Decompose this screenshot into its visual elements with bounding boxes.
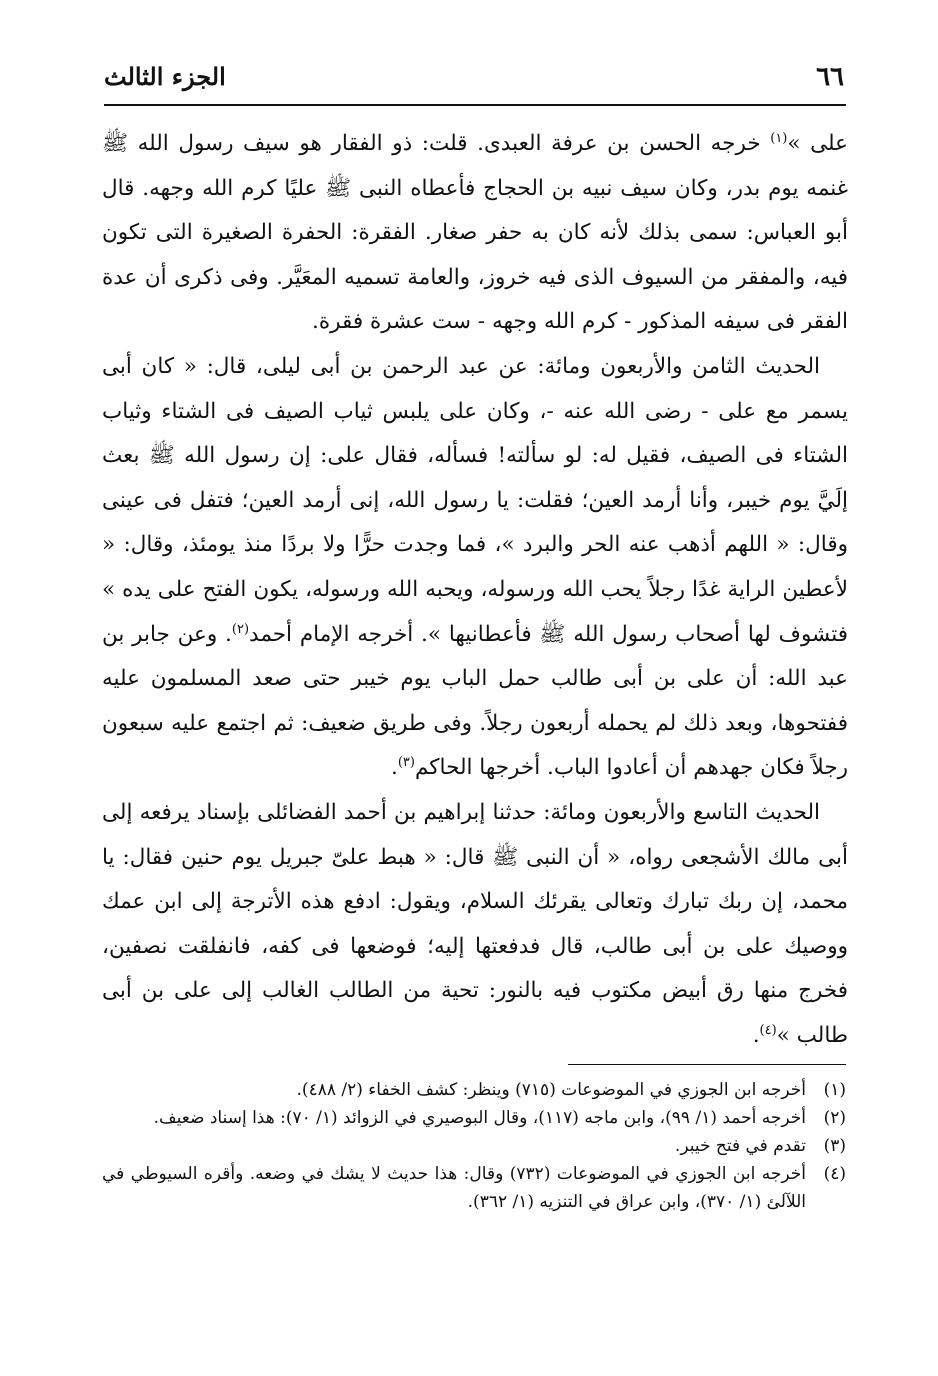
footnote-ref-2[interactable]: (٢): [231, 621, 250, 637]
header-rule: [104, 104, 846, 106]
footnote-2: [102, 1104, 846, 1132]
running-title: الجزء الثالث: [104, 62, 226, 91]
footnote-ref-4[interactable]: (٤): [759, 1022, 777, 1038]
footnote-3: [102, 1132, 846, 1160]
footnote-rule: [568, 1064, 846, 1065]
footnote-ref-3[interactable]: (٣): [397, 755, 415, 771]
page-number: ٦٦: [816, 62, 844, 92]
footnote-2-text: أخرجه أحمد (١/ ٩٩)، وابن ماجه (١١٧)، وقال البوصيري في الزوائد (١/ ٧٠): هذا إسناد ضعيف.: [153, 1108, 806, 1128]
footnote-4-number: (٤): [823, 1164, 846, 1184]
paragraph-2-text-c: .: [390, 755, 398, 781]
main-text: [102, 122, 848, 1058]
footnote-ref-1[interactable]: (١): [770, 130, 788, 146]
footnote-1: [102, 1076, 846, 1104]
footnote-4: [102, 1160, 846, 1216]
paragraph-2: [102, 345, 848, 791]
paragraph-3-text-b: .: [752, 1022, 760, 1048]
paragraph-2-text-b: . وعن جابر بن عبد الله: أن على بن أبى طالب حمل الباب يوم خيبر حتى صعد المسلمون عليه ففتحوها، وبعد ذلك لم يحمله أربعون رجلاً. وفى طريق ضعيف: ثم اجتمع عليه سبعون رجلاً فكان جهدهم أن أعادوا الباب. أخرجها الحاكم: [102, 621, 848, 781]
paragraph-1: [102, 122, 848, 345]
paragraph-2-text-a: الحديث الثامن والأربعون ومائة: عن عبد الرحمن بن أبى ليلى، قال: « كان أبى يسمر مع على - رضى الله عنه -، وكان على يلبس ثياب الصيف فى الشتاء وثياب الشتاء فى الصيف، فقيل له: لو سألته! فسأله، فقال على: إن رسول الله ﷺ بعث إلَيَّ يوم خيبر، وأنا أرمد العين؛ فقلت: يا رسول الله، إنى أرمد العين؛ فتفل فى عينى وقال: « اللهم أذهب عنه الحر والبرد »، فما وجدت حرًّا ولا بردًا منذ يومئذ، وقال: « لأعطين الراية غدًا رجلاً يحب الله ورسوله، ويحبه الله ورسوله، يكون الفتح على يده » فتشوف لها أصحاب رسول الله ﷺ فأعطانيها ». أخرجه الإمام أحمد: [102, 353, 849, 647]
paragraph-1-text-b: خرجه الحسن بن عرفة العبدى. قلت: ذو الفقار هو سيف رسول الله ﷺ غنمه يوم بدر، وكان سيف نبيه بن الحجاج فأعطاه النبى ﷺ عليًا كرم الله وجهه. قال أبو العباس: سمى بذلك لأنه كان به حفر صغار. الفقرة: الحفرة الصغيرة التى تكون فيه، والمفقر من السيوف الذى فيه خروز، والعامة تسميه المعَيَّر. وفى ذكرى أن عدة الفقر فى سيفه المذكور - كرم الله وجهه - ست عشرة فقرة.: [102, 131, 848, 335]
footnote-1-number: (١): [823, 1080, 846, 1100]
footnote-4-text: أخرجه ابن الجوزي في الموضوعات (٧٣٢) وقال: هذا حديث لا يشك في وضعه. وأقره السيوطي في اللآلئ (١/ ٣٧٠)، وابن عراق في التنزيه (١/ ٣٦٢).: [102, 1164, 807, 1212]
footnote-3-number: (٣): [823, 1136, 846, 1156]
page-header: [104, 58, 844, 94]
footnotes: [102, 1076, 846, 1216]
paragraph-3: [102, 791, 848, 1059]
paragraph-1-text-a: على »: [787, 131, 848, 156]
footnote-2-number: (٢): [823, 1108, 846, 1128]
footnote-3-text: تقدم في فتح خيبر.: [674, 1136, 806, 1156]
footnote-1-text: أخرجه ابن الجوزي في الموضوعات (٧١٥) وينظر: كشف الخفاء (٢/ ٤٨٨).: [296, 1080, 806, 1100]
paragraph-3-text-a: الحديث التاسع والأربعون ومائة: حدثنا إبراهيم بن أحمد الفضائلى بإسناد يرفعه إلى أبى مالك الأشجعى رواه، « أن النبى ﷺ قال: « هبط علىّ جبريل يوم حنين فقال: يا محمد، إن ربك تبارك وتعالى يقرئك السلام، ويقول: ادفع هذه الأترجة إلى ابن عمك ووصيك على بن أبى طالب، قال فدفعتها إليه؛ فوضعها فى كفه، فانفلقت نصفين، فخرج منها رق أبيض مكتوب فيه بالنور: تحية من الطالب الغالب إلى على بن أبى طالب »: [102, 799, 848, 1048]
